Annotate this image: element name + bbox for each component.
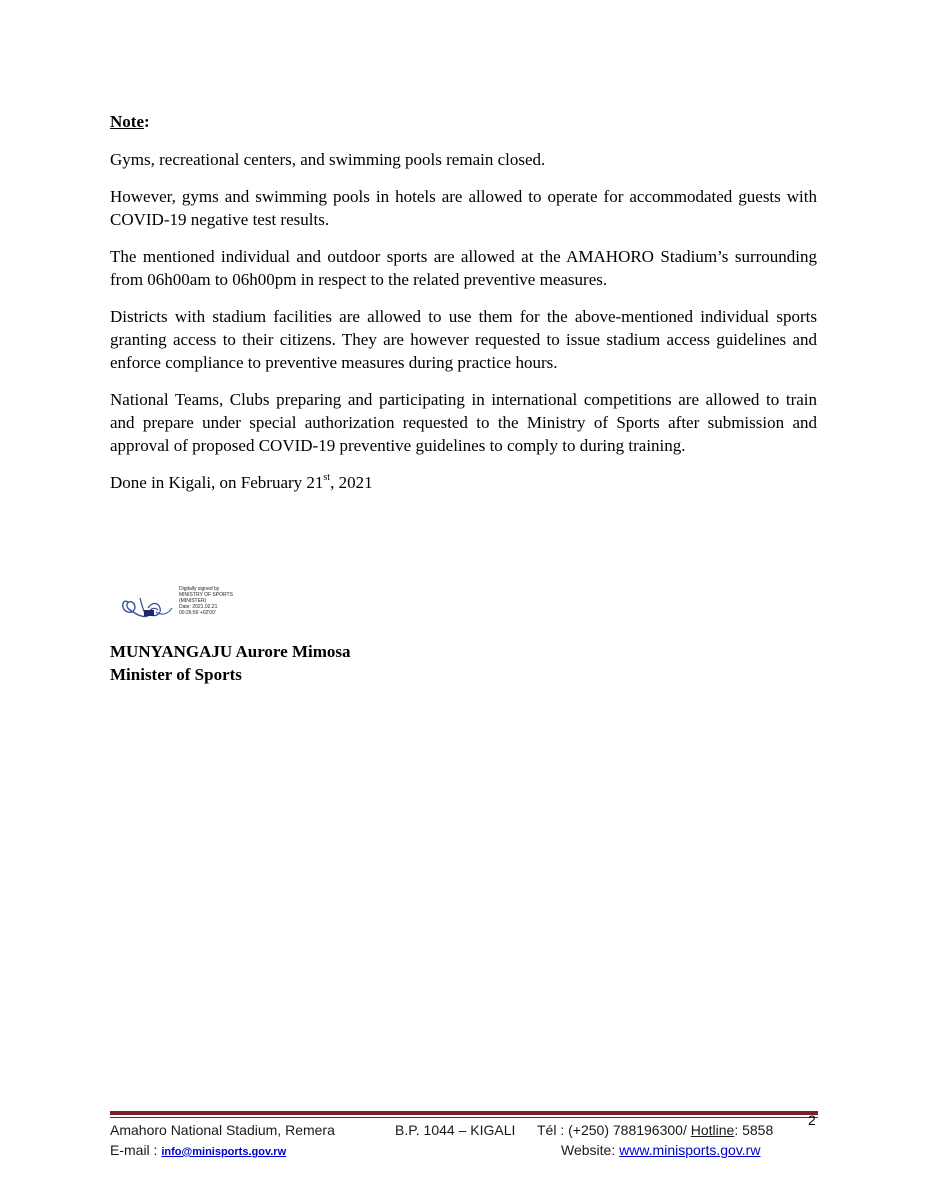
letter-body <box>110 110 817 508</box>
footer-rule-thin <box>110 1117 818 1118</box>
done-date-ordinal: st <box>323 472 331 484</box>
footer-telephone <box>537 1121 773 1139</box>
footer-website <box>561 1141 760 1159</box>
handwritten-signature-icon <box>118 588 178 624</box>
paragraph-gyms-closed: Gyms, recreational centers, and swimming pools remain closed. <box>110 150 546 169</box>
done-in-kigali <box>110 471 817 494</box>
note-heading <box>110 110 817 133</box>
footer-address: Amahoro National Stadium, Remera <box>110 1122 335 1138</box>
page-number: 2 <box>808 1112 816 1128</box>
signature-line-time: 00:26:56 +02'00' <box>179 610 216 616</box>
signature-line-ministry: MINISTRY OF SPORTS <box>179 592 233 598</box>
paragraph-hotel-gyms: However, gyms and swimming pools in hotels are allowed to operate for accommodated guests with COVID-19 negative test results. <box>110 187 817 229</box>
paragraph-district-stadiums: Districts with stadium facilities are allowed to use them for the above-mentioned individual sports granting access to their citizens. They are however requested to issue stadium access guidelines and enforce compliance to preventive measures during practice hours. <box>110 307 817 372</box>
paragraph-amahoro-stadium: The mentioned individual and outdoor sports are allowed at the AMAHORO Stadium’s surrounding from 06h00am to 06h00pm in respect to the related preventive measures. <box>110 247 817 289</box>
note-heading-colon: : <box>143 112 150 131</box>
signature-details <box>179 586 233 616</box>
paragraph-national-teams: National Teams, Clubs preparing and participating in international competitions are allowed to train and prepare under special authorization requested to the Ministry of Sports after submission and approval of proposed COVID-19 preventive guidelines to comply to during training. <box>110 390 817 455</box>
footer-email-label: E-mail : <box>110 1142 162 1158</box>
footer-website-link[interactable]: www.minisports.gov.rw <box>619 1142 761 1158</box>
note-heading-label: Note <box>110 112 144 131</box>
signature-line-date: Date: 2021.02.21 <box>179 604 218 610</box>
signer-title: Minister of Sports <box>110 665 242 684</box>
footer-tel-number: Tél : (+250) 788196300/ <box>537 1122 691 1138</box>
footer-email <box>110 1141 286 1161</box>
done-date-year: , 2021 <box>330 473 373 492</box>
done-date-text: Done in Kigali, on February 21 <box>110 473 324 492</box>
signer-name: MUNYANGAJU Aurore Mimosa <box>110 642 351 661</box>
footer-email-link[interactable]: info@minisports.gov.rw <box>161 1146 287 1158</box>
footer-rule-thick <box>110 1111 818 1115</box>
footer-po-box: B.P. 1044 – KIGALI <box>395 1122 516 1138</box>
footer-hotline-number: : 5858 <box>734 1122 774 1138</box>
signer-block <box>110 640 351 686</box>
footer-hotline-label: Hotline <box>690 1122 735 1138</box>
signature-line-signed-by: Digitally signed by <box>179 586 220 592</box>
digital-signature <box>118 586 268 626</box>
footer-website-label: Website: <box>561 1142 620 1158</box>
signature-line-minister: (MINISTER) <box>179 598 207 604</box>
